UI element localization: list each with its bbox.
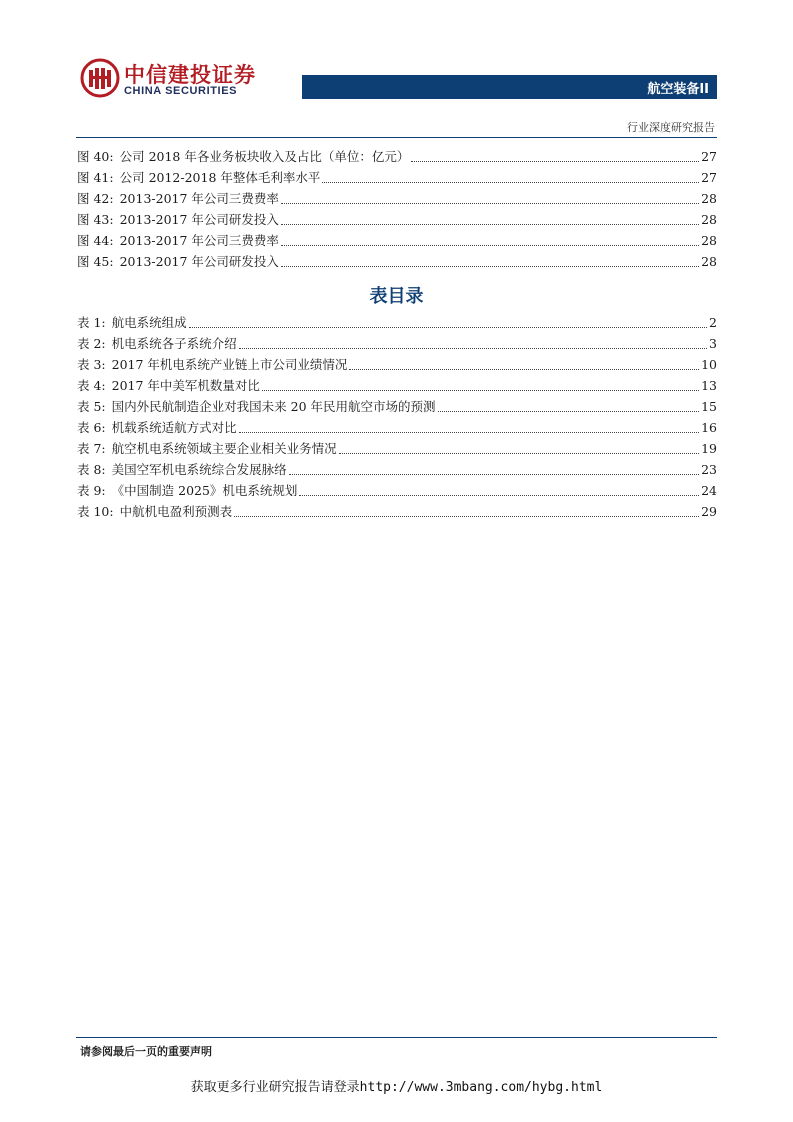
- entry-number: 图 43:: [77, 212, 114, 227]
- entry-title: 机电系统各子系统介绍: [111, 336, 237, 351]
- table-entry[interactable]: [77, 481, 717, 502]
- entry-number: 表 10:: [77, 504, 114, 519]
- table-entry[interactable]: [77, 376, 717, 397]
- entry-number: 表 7:: [77, 441, 106, 456]
- download-link-text[interactable]: 获取更多行业研究报告请登录http://www.3mbang.com/hybg.html: [190, 1080, 603, 1095]
- dot-leader: [281, 193, 699, 204]
- logo-chinese-name: 中信建投证券: [124, 63, 256, 87]
- page-number: 10: [701, 357, 717, 372]
- entry-number: 表 4:: [77, 378, 106, 393]
- report-type: 行业深度研究报告: [627, 121, 715, 134]
- page-number: 19: [701, 441, 717, 456]
- entry-title: 《中国制造 2025》机电系统规划: [111, 483, 298, 498]
- dot-leader: [289, 464, 699, 475]
- entry-number: 表 3:: [77, 357, 106, 372]
- page-number: 13: [701, 378, 717, 393]
- figure-entry[interactable]: [77, 147, 717, 168]
- logo-english-name: CHINA SECURITIES: [124, 85, 238, 97]
- figure-entry[interactable]: [77, 210, 717, 231]
- entry-title: 国内外民航制造企业对我国未来 20 年民用航空市场的预测: [111, 399, 436, 414]
- dot-leader: [281, 256, 699, 267]
- page-number: 27: [701, 170, 717, 185]
- dot-leader: [281, 235, 699, 246]
- entry-title: 2013-2017 年公司研发投入: [119, 212, 279, 227]
- dot-leader: [438, 401, 700, 412]
- page-number: 28: [701, 191, 717, 206]
- entry-title: 航空机电系统领域主要企业相关业务情况: [111, 441, 337, 456]
- entry-number: 表 2:: [77, 336, 106, 351]
- table-entry[interactable]: [77, 502, 717, 523]
- page-number: 28: [701, 233, 717, 248]
- logo-mark-icon: [80, 58, 120, 98]
- page-number: 3: [709, 336, 717, 351]
- tables-heading: 表目录: [369, 286, 424, 307]
- entry-number: 图 40:: [77, 149, 114, 164]
- entry-title: 2017 年中美军机数量对比: [111, 378, 260, 393]
- figure-entry[interactable]: [77, 252, 717, 273]
- dot-leader: [411, 151, 699, 162]
- footer-divider: [76, 1037, 717, 1038]
- entry-number: 表 9:: [77, 483, 106, 498]
- entry-title: 美国空军机电系统综合发展脉络: [111, 462, 287, 477]
- dot-leader: [339, 443, 699, 454]
- entry-number: 图 42:: [77, 191, 114, 206]
- page-number: 29: [701, 504, 717, 519]
- dot-leader: [299, 485, 699, 496]
- figure-entry[interactable]: [77, 231, 717, 252]
- page-number: 28: [701, 212, 717, 227]
- page-number: 28: [701, 254, 717, 269]
- table-entry[interactable]: [77, 397, 717, 418]
- figure-entry[interactable]: [77, 168, 717, 189]
- dot-leader: [239, 338, 707, 349]
- table-entry[interactable]: [77, 313, 717, 334]
- company-logo: [80, 58, 256, 100]
- entry-number: 表 5:: [77, 399, 106, 414]
- dot-leader: [189, 317, 707, 328]
- table-list: [77, 313, 717, 523]
- entry-number: 图 45:: [77, 254, 114, 269]
- dot-leader: [281, 214, 699, 225]
- entry-title: 机载系统适航方式对比: [111, 420, 237, 435]
- entry-number: 图 44:: [77, 233, 114, 248]
- page-number: 2: [709, 315, 717, 330]
- entry-number: 表 1:: [77, 315, 106, 330]
- table-entry[interactable]: [77, 355, 717, 376]
- disclaimer-note: 请参阅最后一页的重要声明: [80, 1045, 212, 1058]
- dot-leader: [322, 172, 699, 183]
- page-number: 15: [701, 399, 717, 414]
- entry-title: 2013-2017 年公司研发投入: [119, 254, 279, 269]
- header-section-label: 航空装备II: [647, 82, 709, 97]
- entry-number: 图 41:: [77, 170, 114, 185]
- page-number: 16: [701, 420, 717, 435]
- dot-leader: [349, 359, 699, 370]
- entry-title: 中航机电盈利预测表: [119, 504, 233, 519]
- entry-title: 2013-2017 年公司三费费率: [119, 191, 279, 206]
- header-divider: [76, 137, 717, 138]
- table-entry[interactable]: [77, 418, 717, 439]
- entry-number: 表 8:: [77, 462, 106, 477]
- table-entry[interactable]: [77, 334, 717, 355]
- entry-title: 航电系统组成: [111, 315, 187, 330]
- entry-title: 公司 2012-2018 年整体毛利率水平: [119, 170, 321, 185]
- entry-title: 2013-2017 年公司三费费率: [119, 233, 279, 248]
- entry-title: 2017 年机电系统产业链上市公司业绩情况: [111, 357, 348, 372]
- header-section-bar: [302, 75, 717, 99]
- entry-title: 公司 2018 年各业务板块收入及占比（单位：亿元）: [119, 149, 410, 164]
- dot-leader: [239, 422, 699, 433]
- table-entry[interactable]: [77, 460, 717, 481]
- dot-leader: [234, 506, 699, 517]
- entry-number: 表 6:: [77, 420, 106, 435]
- dot-leader: [262, 380, 699, 391]
- page-number: 27: [701, 149, 717, 164]
- figure-list: [77, 147, 717, 273]
- page-number: 23: [701, 462, 717, 477]
- page-number: 24: [701, 483, 717, 498]
- table-entry[interactable]: [77, 439, 717, 460]
- figure-entry[interactable]: [77, 189, 717, 210]
